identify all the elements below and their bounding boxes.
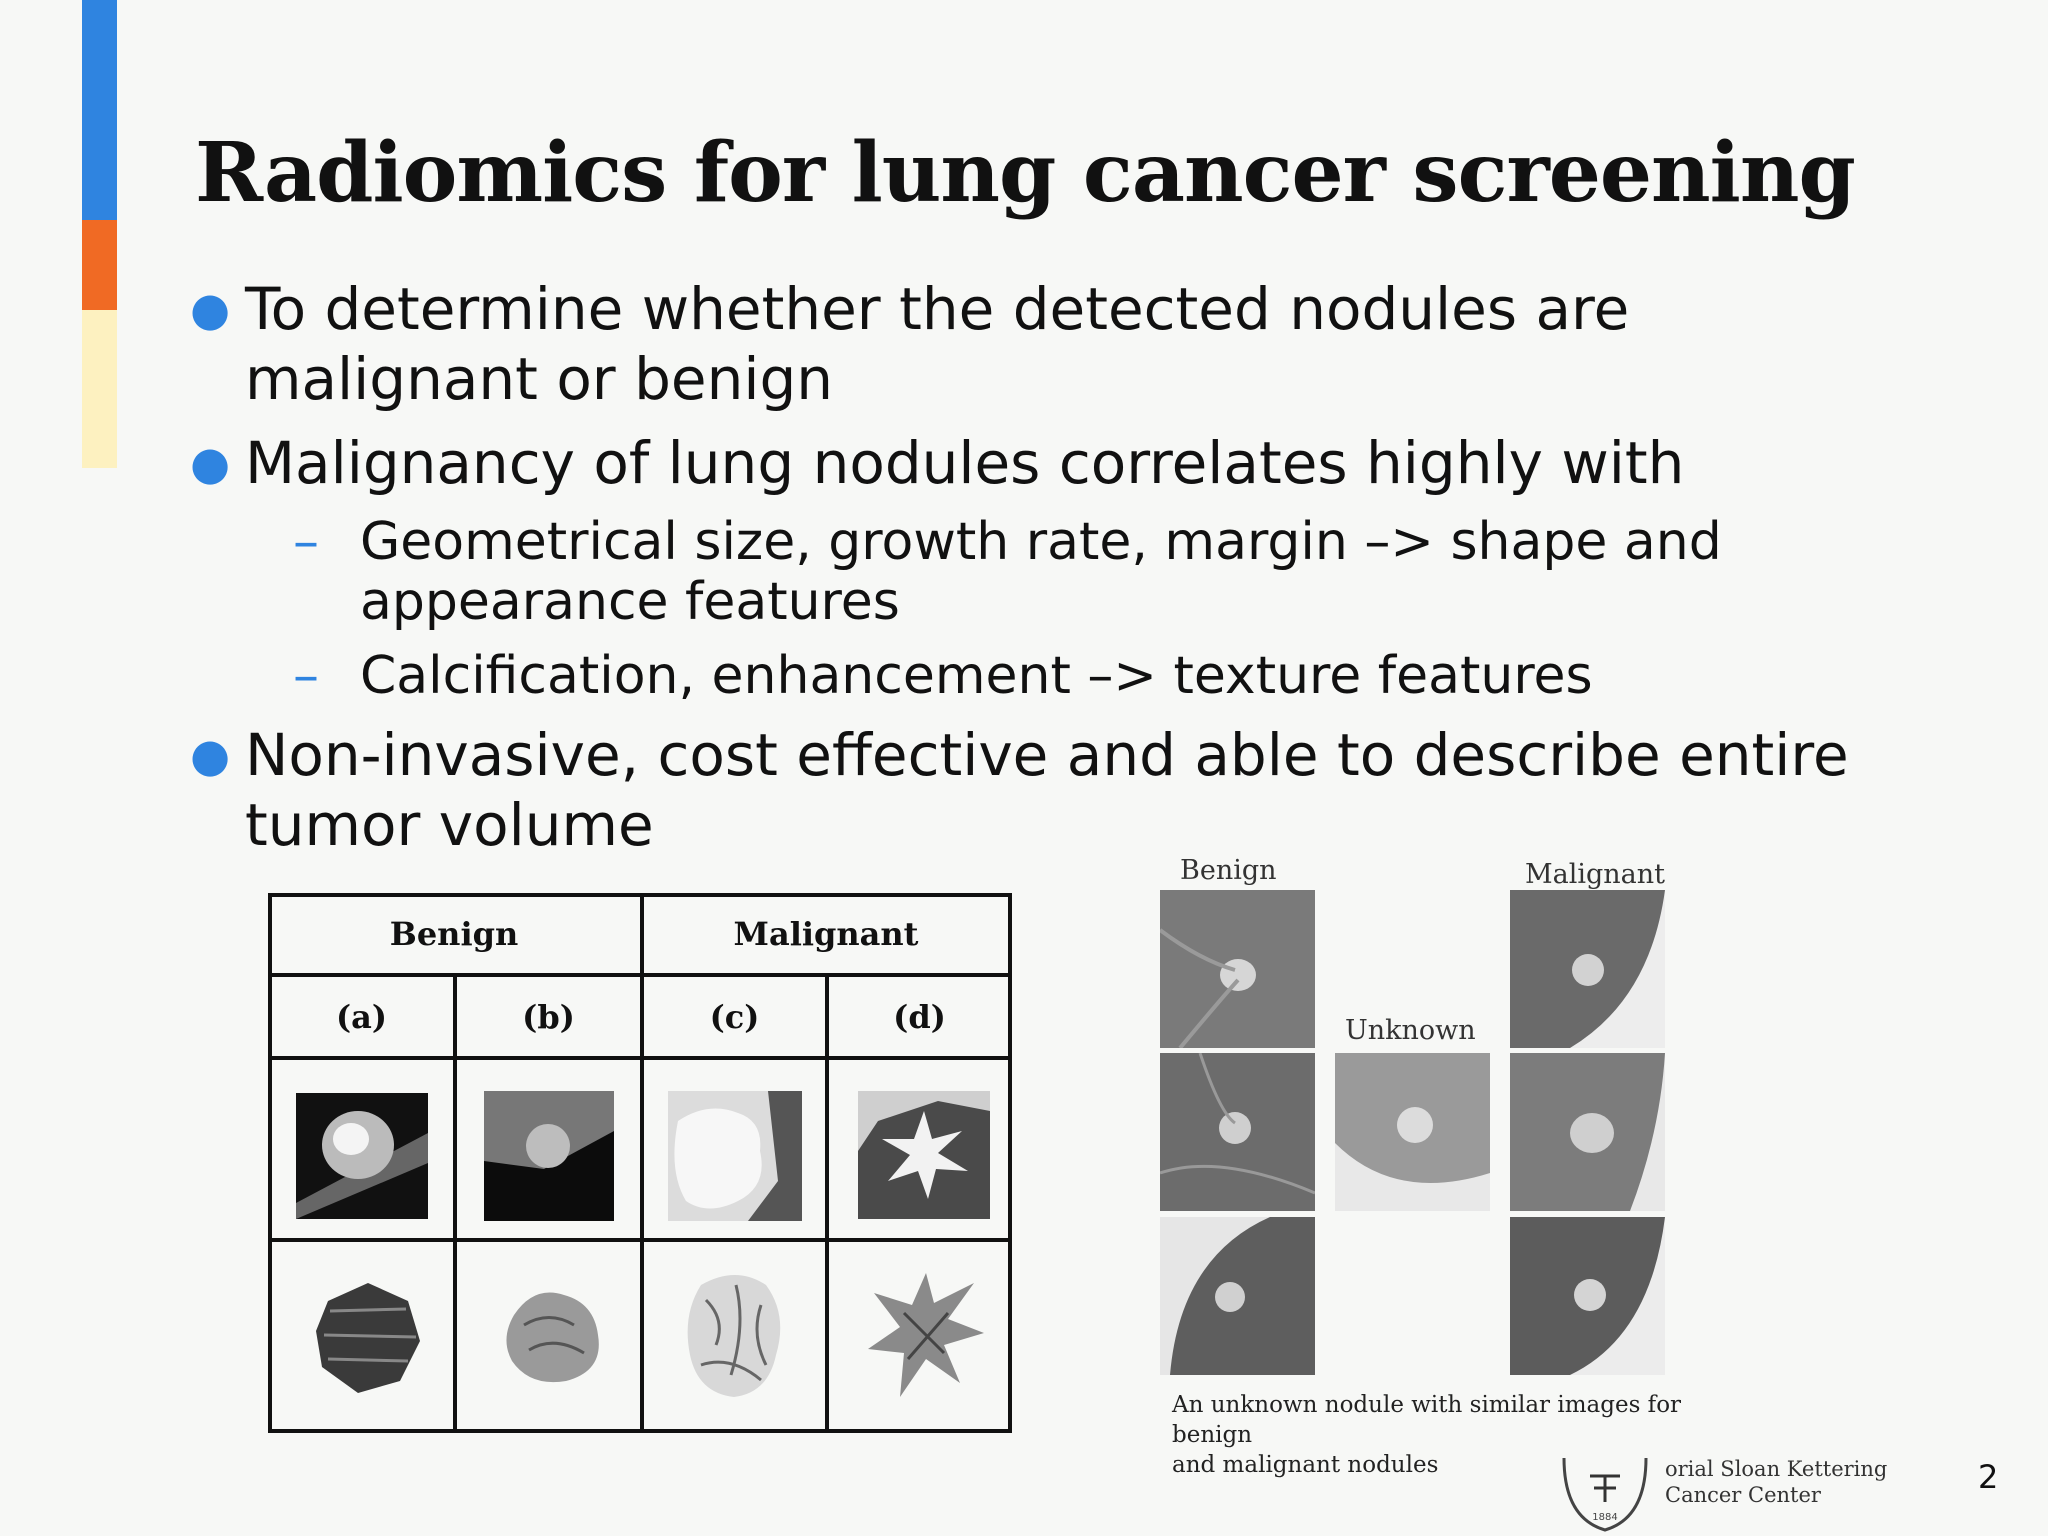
ct-tile-benign (1160, 1053, 1315, 1211)
accent-bar-orange (82, 220, 117, 310)
ct-tile-malignant (1510, 1053, 1665, 1211)
table-border (1008, 893, 1012, 1433)
sub-bullet-item (190, 646, 1890, 706)
sub-bullet-text: Geometrical size, growth rate, margin –> shape and appearance features (360, 512, 1722, 632)
caption-line: and malignant nodules (1172, 1452, 1439, 1478)
bullet-item (190, 720, 1890, 860)
page-number: 2 (1978, 1458, 1999, 1496)
seal-icon (1560, 1458, 1650, 1536)
table-border (268, 893, 272, 1433)
bullet-text: To determine whether the detected nodules are malignant or benign (245, 275, 1630, 413)
ct-tile-benign (1160, 1217, 1315, 1375)
table-divider (825, 973, 829, 1433)
nodule-3d-render (864, 1263, 988, 1403)
sub-bullet-item (190, 512, 1890, 632)
table-column-label: (a) (335, 998, 387, 1036)
ct-tile-benign (1160, 890, 1315, 1048)
sub-bullet-text: Calcification, enhancement –> texture features (360, 646, 1593, 706)
table-header-malignant: Malignant (733, 915, 919, 953)
nodule-ct-image (484, 1091, 614, 1221)
bullet-dot-icon: ● (190, 282, 231, 336)
bullet-dot-icon: ● (190, 436, 231, 490)
ct-comparison-figure (1150, 855, 1710, 1478)
msk-logo (1555, 1448, 1935, 1536)
dash-icon: – (293, 512, 319, 572)
bullet-list (190, 274, 1890, 874)
bullet-text: Non-invasive, cost effective and able to describe entire tumor volume (245, 721, 1849, 859)
accent-bar-cream (82, 310, 117, 468)
nodule-3d-render (308, 1271, 428, 1401)
ct-tile-malignant (1510, 890, 1665, 1048)
label-unknown: Unknown (1345, 1015, 1476, 1046)
nodule-ct-image (296, 1093, 428, 1219)
nodule-ct-image (668, 1091, 802, 1221)
bullet-item (190, 274, 1890, 414)
table-column-label: (d) (893, 998, 946, 1036)
bullet-text: Malignancy of lung nodules correlates highly with (245, 429, 1685, 497)
table-header-benign: Benign (389, 915, 519, 953)
accent-bar-blue (82, 0, 117, 220)
nodule-ct-image (858, 1091, 990, 1219)
nodule-3d-render (494, 1275, 614, 1395)
bullet-item (190, 428, 1890, 498)
table-column-label: (b) (522, 998, 575, 1036)
slide-title: Radiomics for lung cancer screening (195, 125, 1855, 221)
dash-icon: – (293, 646, 319, 706)
seal-year: 1884 (1592, 1512, 1618, 1523)
ct-tile-malignant (1510, 1217, 1665, 1375)
ct-tile-unknown (1335, 1053, 1490, 1211)
nodule-table-figure (268, 893, 1012, 1433)
table-column-label: (c) (709, 998, 760, 1036)
label-malignant: Malignant (1525, 859, 1666, 890)
bullet-dot-icon: ● (190, 728, 231, 782)
table-divider (640, 893, 644, 1433)
label-benign: Benign (1180, 855, 1277, 886)
caption-line: An unknown nodule with similar images for benign (1172, 1392, 1682, 1448)
nodule-3d-render (676, 1265, 794, 1405)
table-divider (453, 973, 457, 1433)
logo-text: orial Sloan Kettering Cancer Center (1665, 1457, 1888, 1507)
